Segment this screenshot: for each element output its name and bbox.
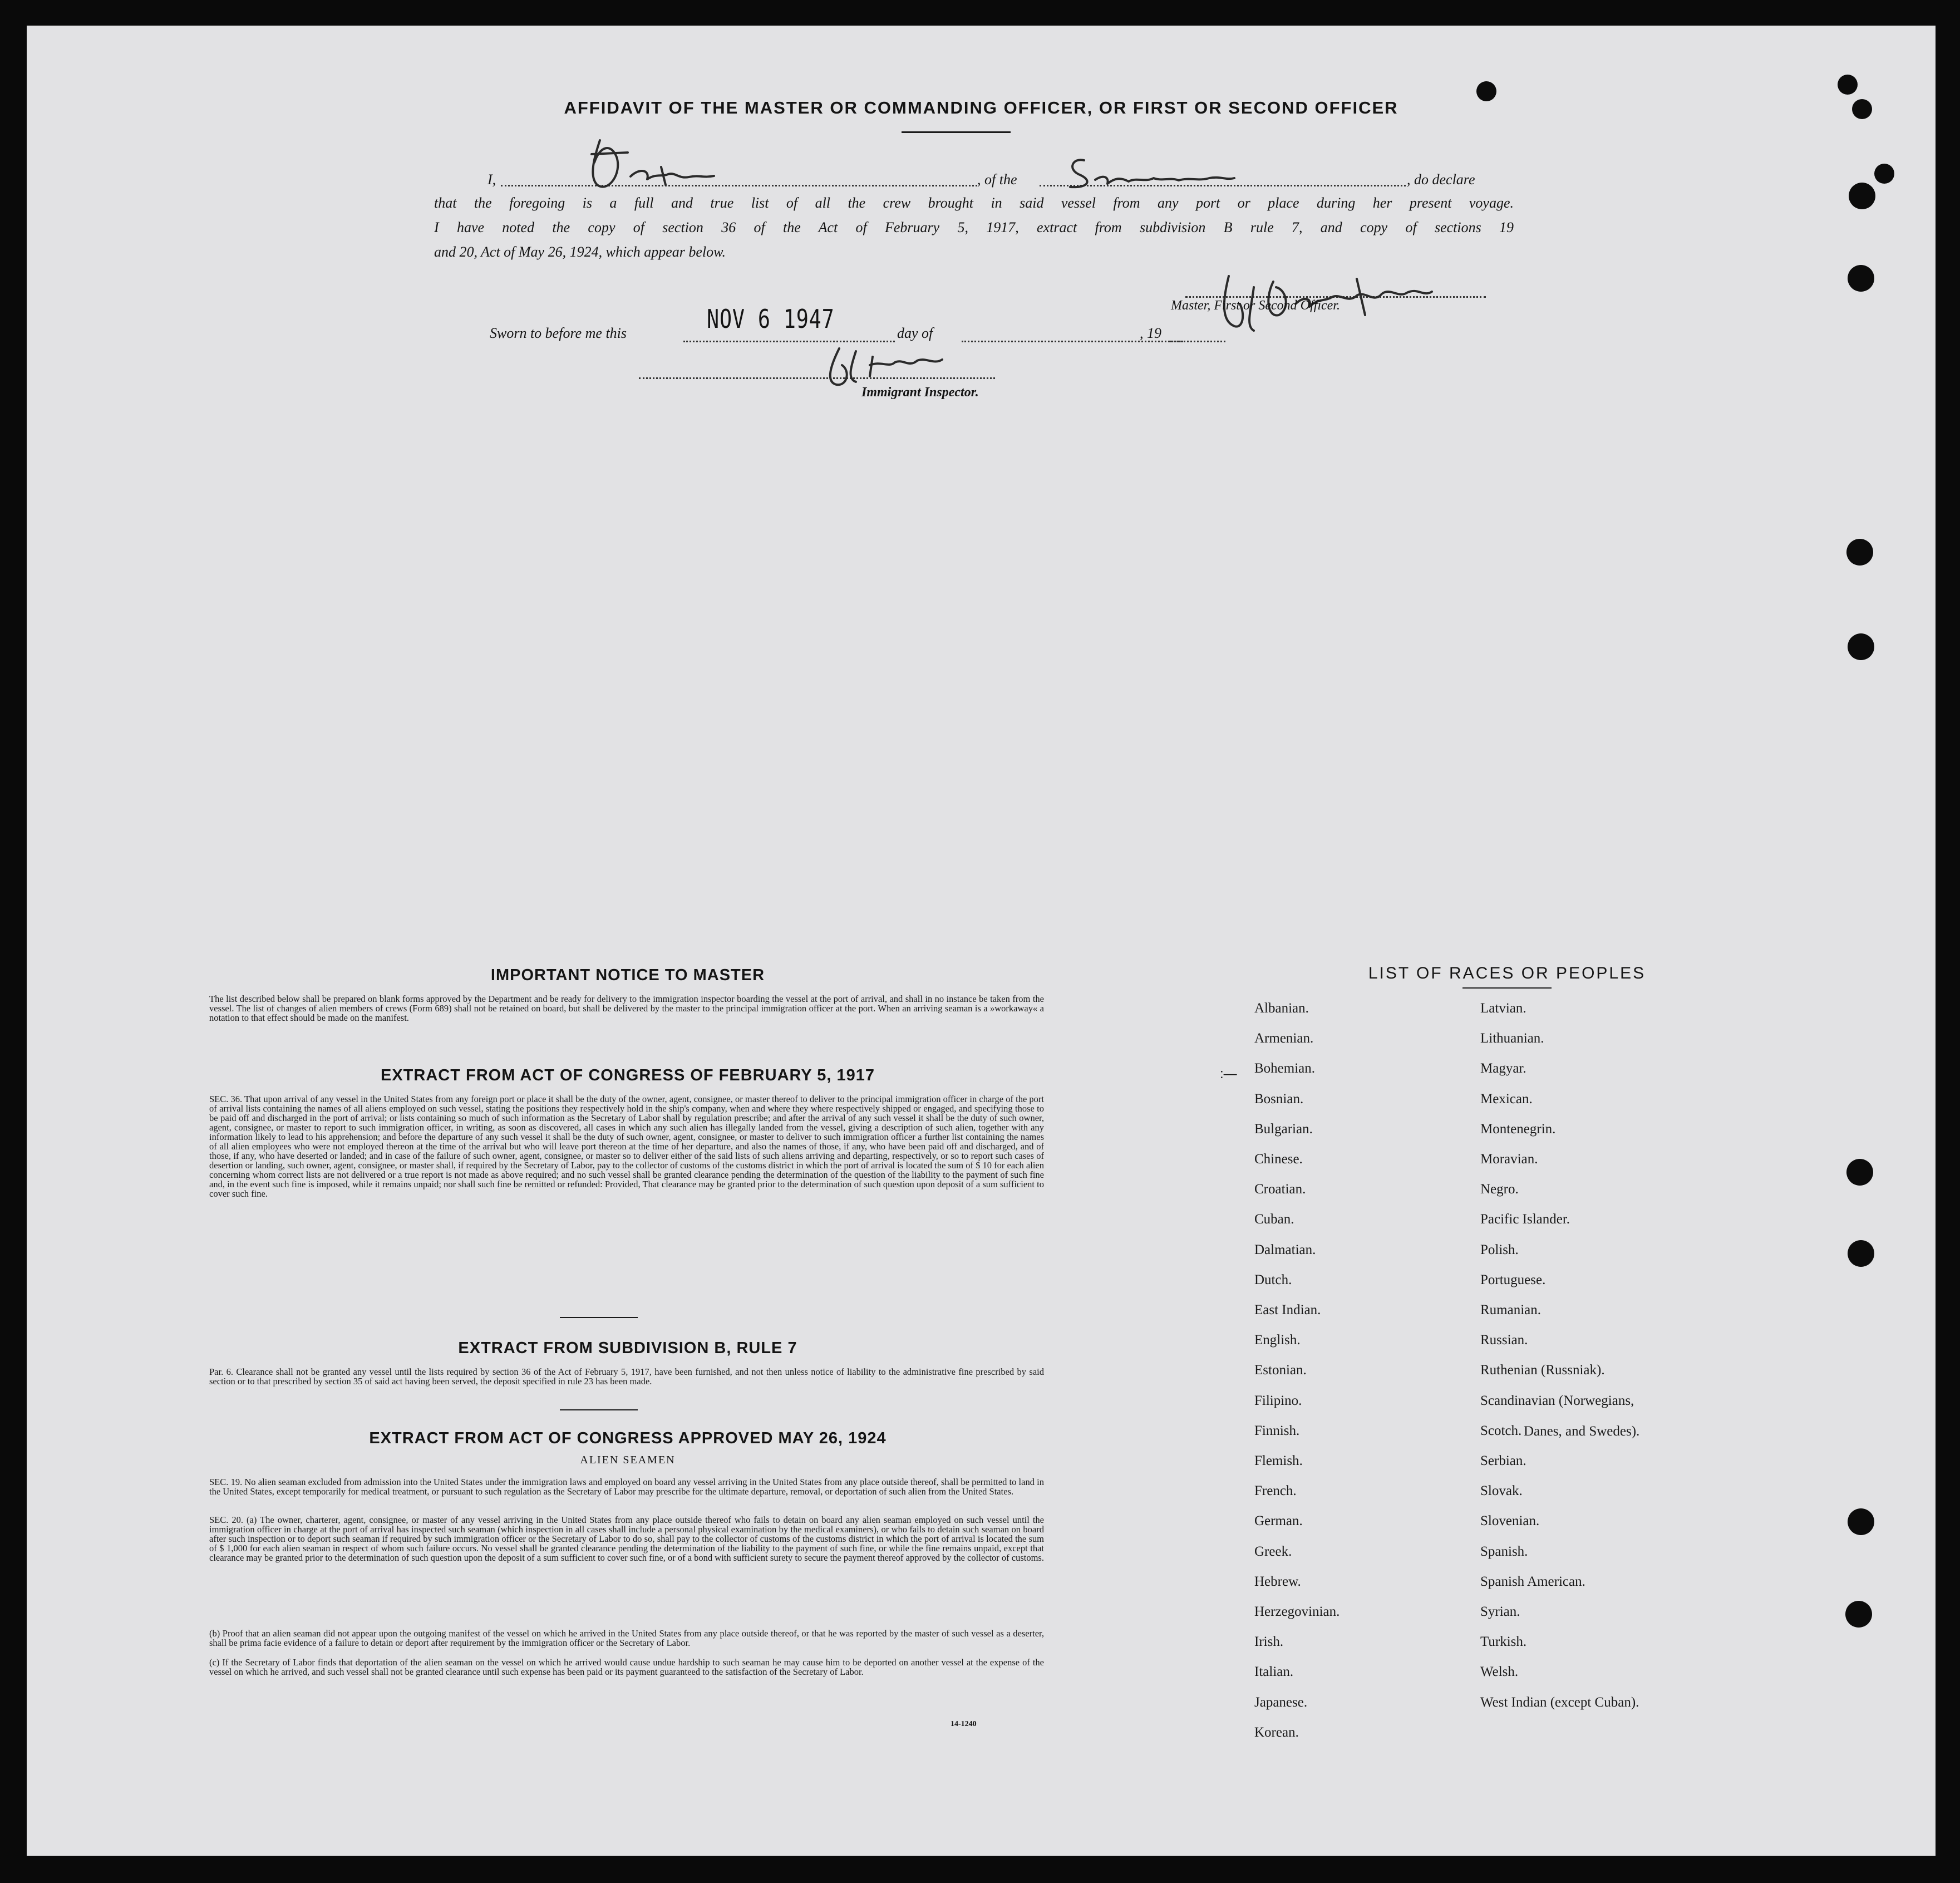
punch-hole: [1874, 164, 1894, 184]
title-rule: [902, 131, 1011, 133]
race-item: Finnish.: [1254, 1423, 1300, 1438]
race-item: Magyar.: [1480, 1061, 1526, 1076]
affidavit-i: I,: [487, 171, 496, 188]
race-item: Croatian.: [1254, 1182, 1306, 1197]
race-item: Russian.: [1480, 1333, 1528, 1348]
race-item: Flemish.: [1254, 1453, 1303, 1468]
inspector-signature: [817, 337, 995, 393]
race-item: Pacific Islander.: [1480, 1212, 1570, 1227]
extract-rule7-title: EXTRACT FROM SUBDIVISION B, RULE 7: [458, 1339, 797, 1357]
affidavit-do-declare: , do declare: [1407, 171, 1475, 188]
notice-text: The list described below shall be prepared on blank forms approved by the Department and be ready for delivery to the immigration inspector boarding the vessel at the port of arrival, and shall in no instance be taken from the vessel. The list of changes of alien members of crews (Form 689) shall not be retained on board, but shall be delivered by the master to the principal immigration officer at the port. When an arriving seaman is a »workaway« a notation to that effect should be made on the manifest.: [209, 994, 1044, 1023]
punch-hole: [1846, 539, 1873, 566]
race-item: Ruthenian (Russniak).: [1480, 1363, 1605, 1378]
race-item: Negro.: [1480, 1182, 1519, 1197]
race-item: Syrian.: [1480, 1604, 1520, 1619]
inspector-caption: Immigrant Inspector.: [861, 385, 979, 400]
extract-1917-text: SEC. 36. That upon arrival of any vessel in the United States from any foreign port or place it shall be the duty of the owner, agent, consignee, or master thereof to deliver to the principal immigration officer in charge of the port of arrival lists containing the names of all aliens employed on such vessel, stating the positions they respectively hold in the ship's company, when and where they where respectively shipped or engaged, and specifying those to be paid off and discharged in the port of arrival; or lists containing so much of such information as the Secretary of Labor shall by regulation prescribe; and after the arrival of any such vessel it shall be the duty of such owner, agent, consignee, or master to report to such immigration officer, in writing, as soon as discovered, all cases in which any such alien has illegally landed from the vessel, giving a description of such alien, together with any information likely to lead to his apprehension; and before the departure of any such vessel it shall be the duty of such owner, agent, consignee, or master to deliver to such immigration officer a further list containing the names of all alien employees who were not employed thereon at the time of the arrival but who will leave port thereon at the time of her departure, and also the names of those, if any, who have been paid off and discharged, and of those, if any, who have deserted or landed; and in case of the failure of such owner, agent, consignee, or master so to deliver either of the said lists of such aliens arriving and departing, respectively, or so to report such cases of desertion or landing, such owner, agent, consignee, or master shall, if required by the Secretary of Labor, pay to the collector of customs of the customs district in which the port of arrival is located the sum of $ 10 for each alien concerning whom correct lists are not delivered or a true report is not made as above required; and no such vessel shall be granted clearance pending the determination of the question of the liability to the payment of such fine and, in the event such fine is imposed, while it remains unpaid; nor shall such fine be remitted or refunded: Provided, That clearance may be granted prior to the determination of such question upon deposit of a sum sufficient to cover such fine.: [209, 1094, 1044, 1199]
sec20a-text: SEC. 20. (a) The owner, charterer, agent, consignee, or master of any vessel arriving in the United States from any place outside thereof who fails to detain on board any alien seaman employed on such vessel until the immigration officer in charge at the port of arrival has inspected such seaman (which inspection in all cases shall include a personal physical examination by the medical examiners), or who fails to detain such seaman on board after such inspection or to deport such seaman if required by such immigration officer or the Secretary of Labor to do so, shall pay to the collector of customs of the customs district in which the port of arrival is located the sum of $ 1,000 for each alien seaman in respect of whom such failure occurs. No vessel shall be granted clearance pending the determination of the liability to the payment of such fine, or while the fine remains unpaid, except that clearance may be granted prior to the determination of such question upon the deposit of a sum sufficient to cover such fine, or of a bond with sufficient surety to secure the payment thereof approved by the collector of customs.: [209, 1515, 1044, 1563]
year-line: [1170, 341, 1225, 342]
affidavit-text-4: and 20, Act of May 26, 1924, which appear below.: [434, 244, 726, 260]
race-item: Estonian.: [1254, 1363, 1307, 1378]
race-item: German.: [1254, 1513, 1303, 1528]
race-item: Chinese.: [1254, 1152, 1303, 1167]
section-rule: [560, 1409, 638, 1410]
race-item: Dutch.: [1254, 1272, 1292, 1287]
race-item: Bohemian.: [1254, 1061, 1316, 1076]
race-item: Bulgarian.: [1254, 1122, 1313, 1137]
race-item: Welsh.: [1480, 1664, 1519, 1679]
affidavit-text-3: I have noted the copy of section 36 of the Act of February 5, 1917, extract from subdivision B rule 7, and copy of sections 19: [434, 219, 1514, 235]
race-item: English.: [1254, 1333, 1301, 1348]
race-item: Spanish.: [1480, 1544, 1528, 1559]
affidavit-title: AFFIDAVIT OF THE MASTER OR COMMANDING OFFICER, OR FIRST OR SECOND OFFICER: [564, 98, 1398, 117]
race-item: Filipino.: [1254, 1393, 1302, 1408]
punch-hole: [1848, 633, 1874, 660]
sec19-text: SEC. 19. No alien seaman excluded from admission into the United States under the immigration laws and employed on board any vessel arriving in the United States from any place outside thereof, shall be permitted to land in the United States, except temporarily for medical treatment, or pursuant to such regulation as the Secretary of Labor may prescribe for the ultimate departure, removal, or deportation of such alien from the United States.: [209, 1477, 1044, 1497]
race-item: West Indian (except Cuban).: [1480, 1695, 1639, 1710]
race-item: Danes, and Swedes).: [1524, 1424, 1640, 1439]
race-item: Korean.: [1254, 1725, 1299, 1740]
race-item: Mexican.: [1480, 1092, 1533, 1107]
punch-hole: [1848, 1508, 1874, 1535]
race-item: Montenegrin.: [1480, 1122, 1556, 1137]
race-item: Polish.: [1480, 1242, 1519, 1257]
race-item: Armenian.: [1254, 1031, 1314, 1046]
races-title-rule: [1462, 987, 1552, 989]
officer-caption: Master, First or Second Officer.: [1171, 298, 1340, 313]
race-item: Scandinavian (Norwegians,: [1480, 1393, 1634, 1408]
punch-hole: [1848, 1240, 1874, 1267]
punch-hole: [1848, 265, 1874, 292]
punch-hole: [1846, 1159, 1873, 1186]
race-item: Slovak.: [1480, 1483, 1523, 1498]
race-item: French.: [1254, 1483, 1297, 1498]
race-item: East Indian.: [1254, 1302, 1321, 1317]
extract-1924-title: EXTRACT FROM ACT OF CONGRESS APPROVED MAY 26, 1924: [369, 1429, 887, 1447]
race-item: Turkish.: [1480, 1634, 1527, 1649]
race-item: Japanese.: [1254, 1695, 1308, 1710]
handwritten-vessel: [1062, 149, 1262, 194]
margin-mark: :—: [1220, 1066, 1237, 1081]
handwritten-name: [578, 124, 811, 201]
year-prefix: , 19: [1140, 325, 1161, 341]
race-item: Serbian.: [1480, 1453, 1526, 1468]
punch-hole: [1845, 1601, 1872, 1628]
sec20c-text: (c) If the Secretary of Labor finds that deportation of the alien seaman on the vessel on which he arrived would cause undue hardship to such seaman he may cause him to be deported on another vessel at the expense of the vessel on which he arrived, and such vessel shall not be granted clearance until such expense has been paid or its payment guaranteed to the satisfaction of the Secretary of Labor.: [209, 1657, 1044, 1677]
sworn-label: Sworn to before me this: [490, 325, 627, 341]
race-item: Latvian.: [1480, 1001, 1526, 1016]
sec20b-text: (b) Proof that an alien seaman did not appear upon the outgoing manifest of the vessel on which he arrived in the United States from any place outside thereof, or that he was reported by the master of such vessel as a deserter, shall be prima facie evidence of a failure to detain or deport after requirement by the immigration officer or the Secretary of Labor.: [209, 1628, 1044, 1648]
race-item: Slovenian.: [1480, 1513, 1540, 1528]
affidavit-of-the: , of the: [977, 171, 1017, 188]
document-sheet: [27, 26, 1936, 1856]
race-item: Herzegovinian.: [1254, 1604, 1340, 1619]
extract-rule7-text: Par. 6. Clearance shall not be granted any vessel until the lists required by section 36 of the Act of February 5, 1917, have been furnished, and not then unless notice of liability to the administrative fine prescribed by said section or to that prescribed by section 35 of said act having been served, the deposit specified in rule 23 has been made.: [209, 1366, 1044, 1387]
race-item: Italian.: [1254, 1664, 1294, 1679]
race-item: Cuban.: [1254, 1212, 1294, 1227]
race-item: Dalmatian.: [1254, 1242, 1316, 1257]
races-title: LIST OF RACES OR PEOPLES: [1368, 964, 1646, 982]
race-item: Rumanian.: [1480, 1302, 1542, 1317]
notice-title: IMPORTANT NOTICE TO MASTER: [490, 966, 765, 984]
race-item: Scotch.: [1480, 1423, 1522, 1438]
day-of-label: day of: [897, 325, 933, 341]
race-item: Hebrew.: [1254, 1574, 1301, 1589]
race-item: Spanish American.: [1480, 1574, 1585, 1589]
race-item: Bosnian.: [1254, 1092, 1304, 1107]
race-item: Portuguese.: [1480, 1272, 1546, 1287]
extract-1924-subtitle: ALIEN SEAMEN: [580, 1454, 676, 1466]
affidavit-text-2: that the foregoing is a full and true list of all the crew brought in said vessel from any port or place during her present voyage.: [434, 195, 1514, 211]
extract-1917-title: EXTRACT FROM ACT OF CONGRESS OF FEBRUARY 5, 1917: [380, 1066, 875, 1084]
race-item: Moravian.: [1480, 1152, 1538, 1167]
race-item: Albanian.: [1254, 1001, 1309, 1016]
section-rule: [560, 1317, 638, 1318]
race-item: Lithuanian.: [1480, 1031, 1544, 1046]
race-item: Greek.: [1254, 1544, 1292, 1559]
punch-hole: [1838, 75, 1858, 95]
date-stamp: NOV 6 1947: [707, 304, 835, 334]
race-item: Irish.: [1254, 1634, 1284, 1649]
form-number: 14-1240: [951, 1720, 977, 1728]
punch-hole: [1849, 183, 1875, 209]
